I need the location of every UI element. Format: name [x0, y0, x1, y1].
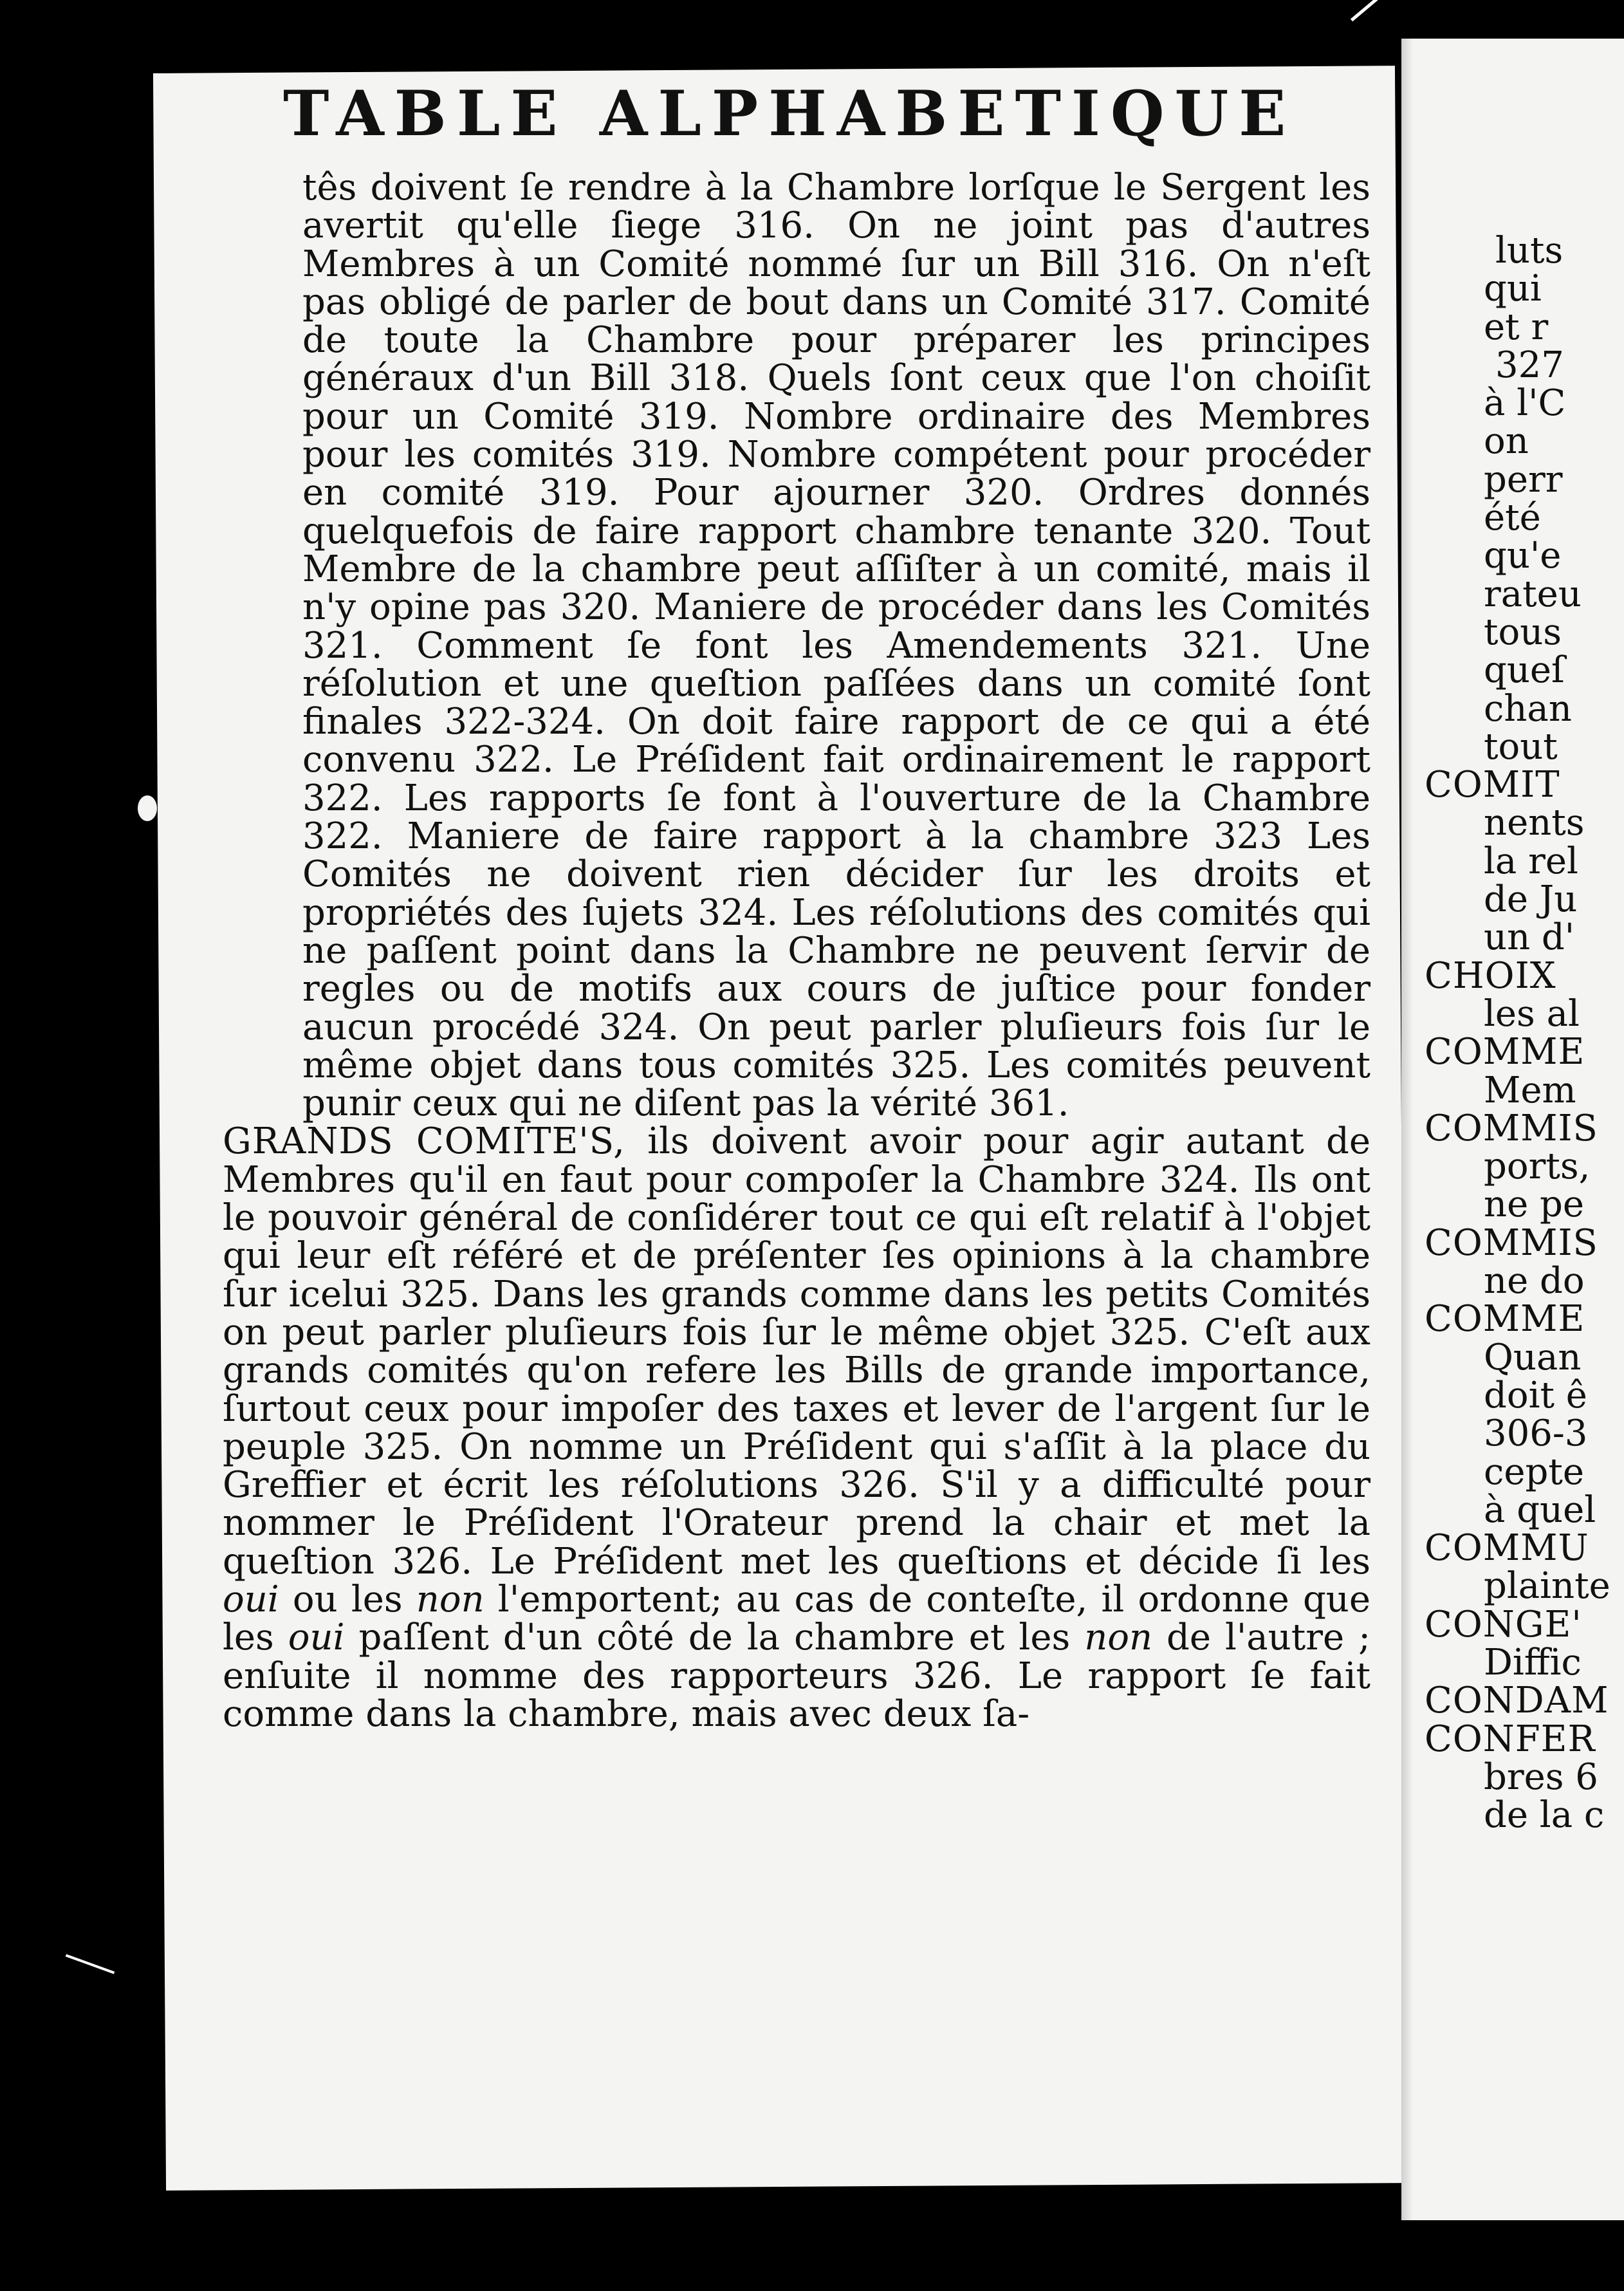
right-page-line: nents — [1484, 802, 1585, 844]
right-page-line: Diffic — [1484, 1641, 1582, 1683]
right-page-line: perr — [1484, 458, 1563, 501]
italic-word: non — [416, 1578, 484, 1620]
right-page-line: et r — [1484, 306, 1549, 348]
right-page-line: un d' — [1484, 916, 1575, 959]
right-page-line: 327 — [1495, 344, 1564, 386]
right-page-line: à quel — [1484, 1489, 1596, 1531]
entry-heading: GRANDS COMITE'S, — [223, 1120, 625, 1163]
right-page-line: queſ — [1484, 649, 1565, 692]
right-page-line: à l'C — [1484, 382, 1566, 425]
right-page-line: de Ju — [1484, 878, 1578, 921]
right-page-line: les al — [1484, 992, 1580, 1035]
right-page-line: bres 6 — [1484, 1756, 1598, 1798]
entry-text: paſſent d'un côté de la chambre et les — [344, 1617, 1085, 1659]
right-page-line: COMME — [1425, 1031, 1585, 1073]
right-page-line: COMMIS — [1425, 1107, 1598, 1149]
right-page-line: la rel — [1484, 840, 1578, 882]
right-page-line: ports, — [1484, 1146, 1591, 1188]
right-page-line: qu'e — [1484, 535, 1562, 577]
right-page-line: tous — [1484, 611, 1562, 653]
entry-text: l'emportent; au cas de conteſte, il ordonne que les — [223, 1578, 1371, 1659]
page-title: TABLE ALPHABETIQUE — [283, 77, 1296, 150]
right-page-line: COMMIS — [1425, 1221, 1598, 1264]
right-page-line: 306-3 — [1484, 1413, 1588, 1455]
right-page-line: qui — [1484, 268, 1542, 310]
right-page-line: de la c — [1484, 1794, 1605, 1837]
right-page-line: CONDAM — [1425, 1680, 1609, 1722]
right-page-line: CONFER — [1425, 1718, 1596, 1760]
right-page-line: CHOIX — [1425, 954, 1556, 997]
index-text — [223, 167, 1371, 1735]
entry-text: ou les — [279, 1578, 416, 1620]
right-page-line: luts — [1495, 230, 1564, 272]
right-page-line: ne pe — [1484, 1183, 1584, 1226]
italic-word: oui — [223, 1578, 279, 1620]
right-page-line: plainte — [1484, 1565, 1610, 1608]
right-page-line: Mem — [1484, 1069, 1576, 1111]
right-page-line: ne do — [1484, 1260, 1585, 1303]
paper-speck — [138, 795, 157, 821]
entry-text: de l'autre ; enſuite il nomme des rapporteurs 326. Le rapport ſe fait comme dans la chambre, mais avec deux ſa- — [223, 1617, 1371, 1735]
right-page — [1401, 39, 1624, 2220]
right-page-line: doit ê — [1484, 1374, 1587, 1416]
right-page-line: on — [1484, 420, 1529, 463]
right-page-line: tout — [1484, 725, 1558, 768]
italic-word: oui — [288, 1617, 345, 1659]
index-entry-comites-continued: tês doivent ſe rendre à la Chambre lorſque le Sergent les avertit qu'elle ſiege 316. On ne joint pas d'autres Membres à un Comité nommé ſur un Bill 316. On n'eſt pas obligé de parler de bout dans un Comité 317. Comité de toute la Chambre pour préparer les principes généraux d'un Bill 318. Quels ſont ceux que l'on choiſit pour un Comité 319. Nombre ordinaire des Membres pour les comités 319. Nombre compétent pour procéder en comité 319. Pour ajourner 320. Ordres donnés quelquefois de faire rapport chambre tenante 320. Tout Membre de la chambre peut aſſiſter à un comité, mais il n'y opine pas 320. Maniere de procéder dans les Comités 321. Comment ſe font les Amendements 321. Une réſolution et une queſtion paſſées dans un comité ſont finales 322-324. On doit faire rapport de ce qui a été convenu 322. Le Préſident fait ordinairement le rapport 322. Les rapports ſe font à l'ouverture de la Chambre 322. Maniere de faire rapport à la chambre 323 Les Comités ne doivent rien décider ſur les droits et propriétés des ſujets 324. Les réſolutions des comités qui ne paſſent point dans la Chambre ne peuvent ſervir de regles ou de motifs aux cours de juſtice pour fonder aucun procédé 324. On peut parler pluſieurs fois ſur le même objet dans tous comités 325. Les comités peuvent punir ceux qui ne diſent pas la vérité 361. — [302, 167, 1370, 1125]
paper-crease — [1351, 0, 1397, 21]
right-page-line: COMME — [1425, 1298, 1585, 1340]
right-page-line: COMMU — [1425, 1527, 1589, 1570]
right-page-line: été — [1484, 497, 1541, 539]
index-entry-grands-comites — [223, 1122, 1370, 1733]
right-page-line: chan — [1484, 687, 1572, 730]
entry-text: ils doivent avoir pour agir autant de Membres qu'il en faut pour compoſer la Chambre 324. Ils ont le pouvoir général de conſidérer tout ce qui eſt relatif à l'objet qui leur eſt référé et de préſenter ſes opinions à la chambre ſur icelui 325. Dans les grands comme dans les petits Comités on peut parler pluſieurs fois ſur le même objet 325. C'eſt aux grands comités qu'on refere les Bills de grande importance, ſurtout ceux pour impoſer des taxes et lever de l'argent ſur le peuple 325. On nomme un Préſident qui s'aſſit à la place du Greffier et écrit les réſolutions 326. S'il y a difficulté pour nommer le Préſident l'Orateur prend la chair et met la queſtion 326. Le Préſident met les queſtions et décide ſi les — [223, 1120, 1370, 1582]
right-page-line: COMIT — [1425, 764, 1560, 806]
paper-crease — [66, 1954, 115, 1974]
right-page-text — [1425, 230, 1624, 1837]
right-page-line: rateu — [1484, 573, 1582, 615]
right-page-line: CONGE' — [1425, 1603, 1582, 1646]
italic-word: non — [1084, 1617, 1153, 1659]
right-page-line: cepte — [1484, 1451, 1584, 1493]
right-page-line: Quan — [1484, 1336, 1582, 1378]
